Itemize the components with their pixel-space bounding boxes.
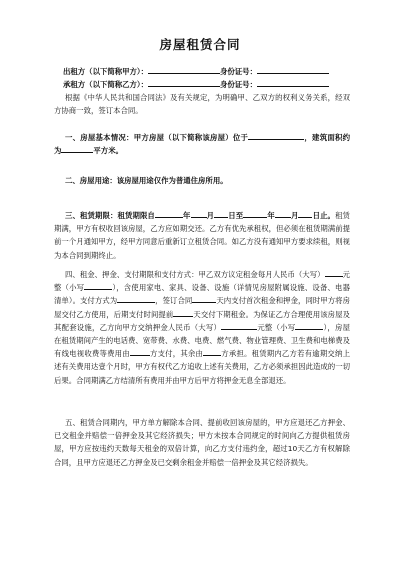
first-pay-days-blank[interactable]: [192, 294, 216, 303]
section-2: 二、房屋用途：该房屋用途仅作为普通住房所用。: [65, 176, 228, 185]
start-year-blank[interactable]: [155, 209, 183, 218]
s3-end-label: 日止。: [312, 211, 336, 220]
lessee-row: [63, 78, 329, 91]
lessor-id-label: 身份证号：: [220, 67, 257, 76]
parties-block: [63, 65, 329, 91]
start-month-blank[interactable]: [191, 209, 207, 218]
rent-upper-blank[interactable]: [325, 268, 343, 277]
deposit-upper-blank[interactable]: [221, 321, 257, 330]
section-1: [54, 131, 350, 157]
end-year-blank[interactable]: [243, 209, 267, 218]
lessor-row: [63, 65, 329, 78]
lessee-id-label: 身份证号：: [220, 80, 257, 89]
s3-month-label: 月: [206, 211, 215, 220]
s4-text-g: 元整（小写: [257, 322, 296, 332]
lessee-name-blank[interactable]: [148, 78, 220, 87]
area-blank[interactable]: [61, 144, 93, 153]
lessor-name-blank[interactable]: [148, 65, 220, 74]
payment-method-blank[interactable]: [117, 294, 155, 303]
section-3: [54, 209, 350, 262]
lessor-id-blank[interactable]: [257, 65, 329, 74]
s4-text-j: 方承担。租赁期内乙方若有逾期交纳上述有关费用达壹个月时，甲方有权代乙方追收上述有关费用，乙方必须承担因此造成的一切后果。合同期满乙方结清所有费用并由甲方后甲方将押金无息全部退还。: [54, 349, 350, 385]
s3-text-b: 租赁期满，甲方有权收回该房屋，乙方应如期交还。乙方有优先承租权，但必须在租赁期满前提前一个月通知甲方，经甲方同意后重新订立租赁合同。如乙方没有通知甲方要求续租，则视为本合同到期终止。: [54, 211, 350, 260]
s3-year-label-2: 年: [267, 211, 275, 220]
rent-lower-blank[interactable]: [84, 281, 112, 290]
other-fee-party-blank[interactable]: [203, 347, 221, 356]
end-day-blank[interactable]: [298, 209, 312, 218]
s3-year-label: 年: [182, 211, 191, 220]
s4-text-i: 方支付，其余由: [149, 349, 204, 359]
s3-day-label: 日至: [228, 211, 244, 220]
s4-text-f: 天交付下期租金。为保证乙方合理使用该房屋及其配套设施，乙方向甲方交纳押金人民币（大写）: [54, 309, 350, 332]
preamble-paragraph: 根据《中华人民共和国合同法》及有关规定，为明确甲、乙双方的权利义务关系，经双方协商一致，签订本合同。: [54, 93, 350, 115]
page-title: 房屋租赁合同: [159, 37, 241, 52]
s3-month-label-2: 月: [290, 211, 299, 220]
deposit-lower-blank[interactable]: [295, 321, 323, 330]
s4-text-e: 天内支付首次租金和押金，同时甲方将房屋交付乙方使用，后期支付时间提前: [54, 296, 350, 319]
fee-party-blank[interactable]: [130, 347, 150, 356]
lessor-label: 出租方（以下简称甲方）：: [63, 67, 148, 76]
section-4: [54, 268, 350, 387]
s4-text-d: ，签订合同: [155, 296, 193, 306]
lessee-label: 承租方（以下简称乙方）：: [63, 80, 148, 89]
s4-text-a: 四、租金、押金、支付期限和支付方式：甲乙双方议定租金每月人民币（大写）: [65, 270, 325, 279]
s1-text-b: ，建筑面积约为: [54, 133, 350, 156]
s4-text-b: 元整（小写: [54, 270, 350, 293]
s1-text-a: 一、房屋基本情况：甲方房屋（以下简称该房屋）位于: [65, 133, 249, 142]
lessee-id-blank[interactable]: [257, 78, 329, 87]
start-day-blank[interactable]: [214, 209, 228, 218]
s3-text-a: 三、租赁期限：租赁期限自: [65, 211, 155, 220]
s4-text-h: ），房屋在租赁期间产生的电话费、宽带费、水费、电费、燃气费、物业管理费、卫生费和电梯费及有线电视收费等费用由: [54, 322, 350, 359]
s1-text-c: 平方米。: [93, 146, 123, 156]
advance-days-blank[interactable]: [173, 308, 193, 317]
address-blank[interactable]: [248, 131, 304, 140]
end-month-blank[interactable]: [275, 209, 291, 218]
s4-text-c: ），含使用家电、家具、设备、设施（详情见房屋附属设施、设备、电器清单）。支付方式为: [54, 283, 350, 306]
section-5: 五、租赁合同期内，甲方单方解除本合同、提前收回该房屋的，甲方应退还乙方押金、已交租金并赔偿一倍押金及其它经济损失；甲方未按本合同规定的时间向乙方提供租赁房屋，甲方应按违约天数每天租金的双倍计算，向乙方支付违约金，超过10天乙方有权解除合同，且甲方应退还乙方押金及已交剩余租金并赔偿一倍押金及其它经济损失。: [54, 418, 350, 467]
